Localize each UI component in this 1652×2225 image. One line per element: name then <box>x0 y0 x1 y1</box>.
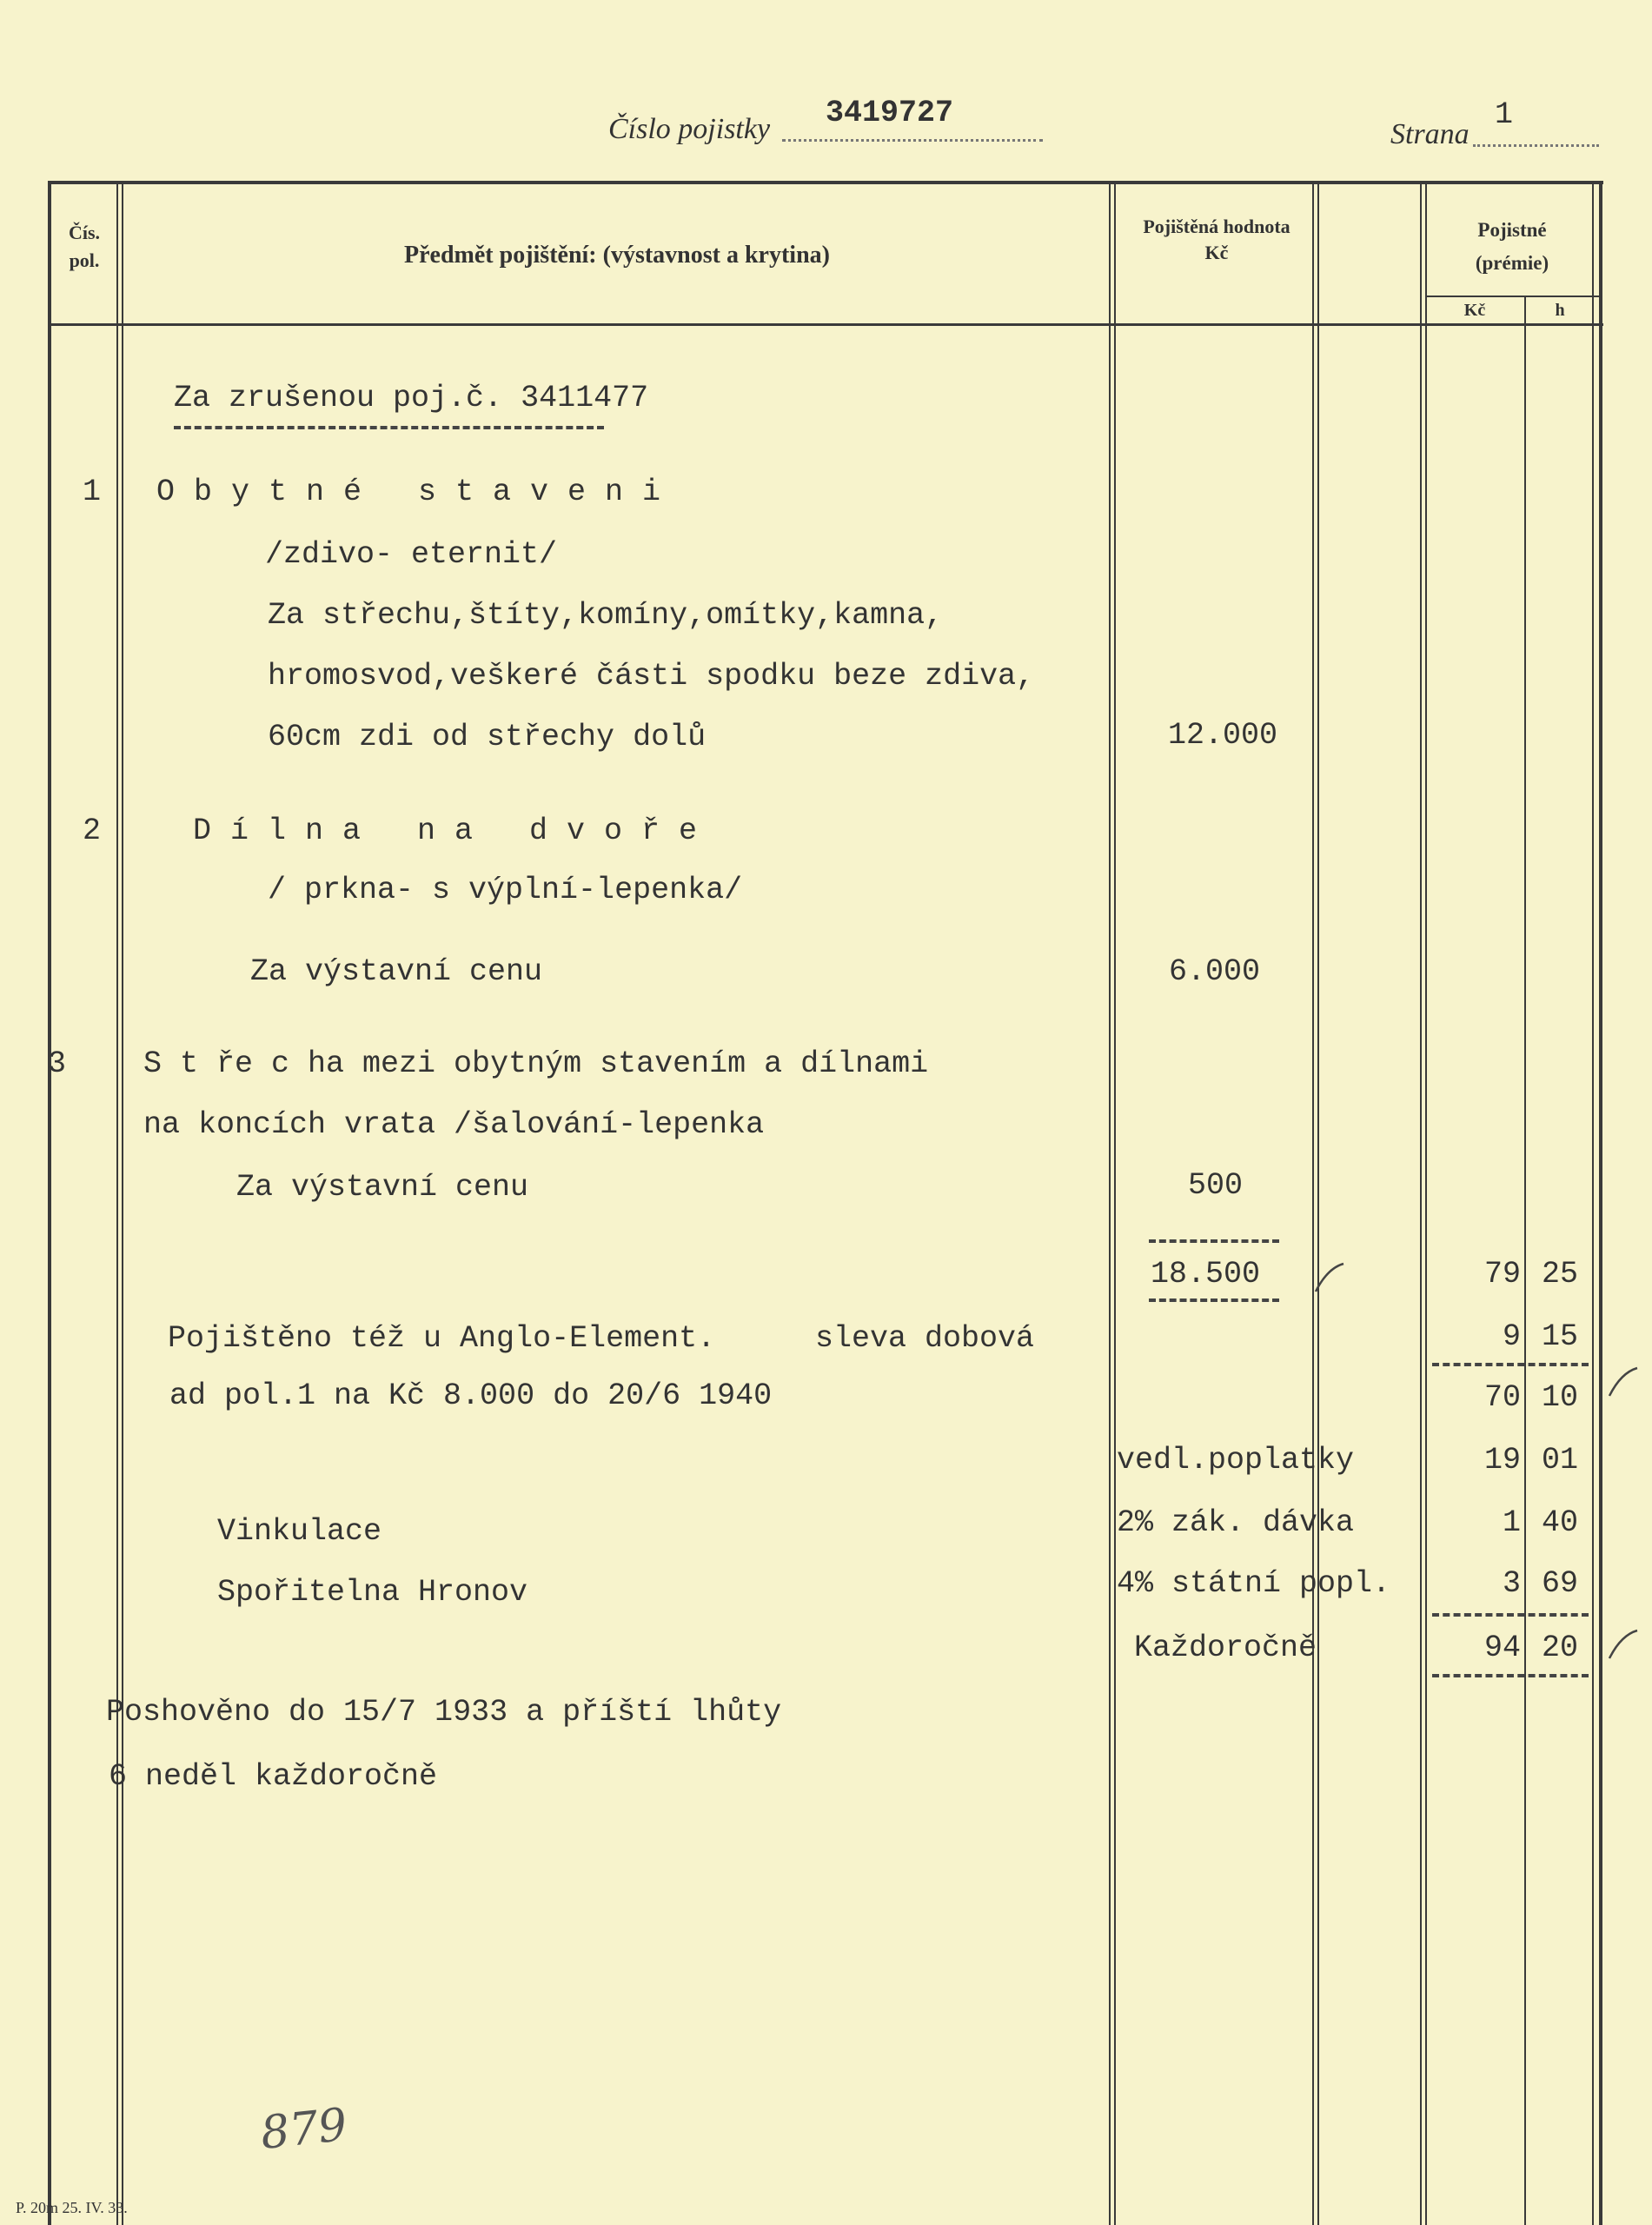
check-mark-icon <box>1312 1260 1347 1295</box>
premium-label: sleva dobová <box>815 1321 1035 1356</box>
premium-kc: 70 <box>1483 1380 1521 1415</box>
right-border-2 <box>1599 181 1602 2225</box>
premium-label: 2% zák. dávka <box>1117 1505 1355 1540</box>
column-header-position: Čís. pol. <box>68 222 101 271</box>
column-header-premium: Pojistné (prémie) <box>1475 219 1549 274</box>
item-number: 1 <box>83 475 102 509</box>
premium-kc: 79 <box>1483 1257 1521 1292</box>
note-bank: Spořitelna Hronov <box>217 1575 528 1610</box>
total-bottom-dash <box>1149 1298 1279 1302</box>
premium-h: 15 <box>1541 1319 1578 1354</box>
premium-label: vedl.poplatky <box>1117 1443 1355 1478</box>
premium-subheader-line <box>1425 296 1599 297</box>
item-number: 3 <box>48 1046 67 1081</box>
pos-column-line-2 <box>122 181 123 2225</box>
mid-column-line-1 <box>1312 181 1314 2225</box>
premium-h: 25 <box>1541 1257 1578 1292</box>
note-also-insured-2: ad pol.1 na Kč 8.000 do 20/6 1940 <box>169 1378 773 1413</box>
premium-kc: 94 <box>1483 1631 1521 1665</box>
premium-h: 69 <box>1541 1566 1578 1601</box>
item-line: hromosvod,veškeré části spodku beze zdiva, <box>268 659 1035 694</box>
mid-column-line-2 <box>1317 181 1319 2225</box>
page-number-dots <box>1473 144 1599 147</box>
item-line: Za střechu,štíty,komíny,omítky,kamna, <box>268 598 944 633</box>
item-value: 500 <box>1187 1168 1243 1203</box>
intro-underline <box>174 426 604 429</box>
note-postponed: Poshověno do 15/7 1933 a příští lhůty <box>106 1695 782 1730</box>
premium-h: 10 <box>1541 1380 1578 1415</box>
total-top-dash <box>1149 1239 1279 1243</box>
left-border <box>48 181 51 2225</box>
policy-number-label: Číslo pojistky <box>608 113 771 145</box>
premium-h: 01 <box>1541 1443 1578 1478</box>
annual-top-dash <box>1432 1613 1589 1617</box>
column-header-subject: Předmět pojištění: (výstavnost a krytina) <box>404 242 830 269</box>
premium-column-line-1 <box>1420 181 1422 2225</box>
subtotal-dash <box>1432 1363 1589 1366</box>
footer-print-code: P. 20m 25. IV. 33. <box>16 2199 128 2216</box>
premium-h: 20 <box>1541 1631 1578 1665</box>
page-number: 1 <box>1495 97 1514 132</box>
check-mark-icon <box>1606 1365 1641 1399</box>
item-value: 12.000 <box>1167 718 1277 753</box>
right-border-1 <box>1592 181 1594 2225</box>
handwritten-note: 879 <box>258 2098 350 2161</box>
note-also-insured: Pojištěno též u Anglo-Element. <box>168 1321 716 1356</box>
annual-bottom-dash <box>1432 1674 1589 1677</box>
policy-number: 3419727 <box>826 96 954 130</box>
premium-kc: 19 <box>1483 1443 1521 1478</box>
item-number: 2 <box>83 814 102 848</box>
premium-kc: 3 <box>1502 1566 1521 1601</box>
item-value: 6.000 <box>1168 954 1260 989</box>
item-line: /zdivo- eternit/ <box>265 537 558 572</box>
item-line: / prkna- s výplní-lepenka/ <box>268 873 743 907</box>
value-column-line-1 <box>1109 181 1111 2225</box>
column-header-kc: Kč <box>1463 301 1486 320</box>
premium-kc: 1 <box>1502 1505 1521 1540</box>
item-title: S t ře c ha mezi obytným stavením a dílnami <box>143 1046 929 1081</box>
item-line: 60cm zdi od střechy dolů <box>268 720 707 754</box>
premium-h: 40 <box>1541 1505 1578 1540</box>
header-bottom-border <box>48 323 1603 326</box>
premium-column-line-2 <box>1425 181 1427 2225</box>
total-value: 18.500 <box>1150 1257 1260 1292</box>
column-header-h: h <box>1555 301 1565 320</box>
premium-label: Každoročně <box>1134 1631 1317 1665</box>
item-line: na koncích vrata /šalování-lepenka <box>143 1107 765 1142</box>
note-vinkulace: Vinkulace <box>217 1514 382 1549</box>
value-column-line-2 <box>1114 181 1116 2225</box>
pos-column-line-1 <box>116 181 118 2225</box>
premium-label: 4% státní popl. <box>1117 1566 1391 1601</box>
item-line: Za výstavní cenu <box>236 1170 529 1205</box>
intro-text: Za zrušenou poj.č. 3411477 <box>174 381 649 415</box>
item-title: Dílna na dvoře <box>193 814 717 848</box>
check-mark-icon <box>1606 1627 1641 1662</box>
item-line: Za výstavní cenu <box>250 954 543 989</box>
column-header-value: Pojištěná hodnota Kč <box>1143 216 1290 263</box>
kc-h-divider <box>1524 296 1526 2225</box>
note-postponed-2: 6 neděl každoročně <box>109 1759 438 1794</box>
page-label: Strana <box>1390 118 1470 150</box>
policy-number-dots <box>782 139 1043 142</box>
premium-kc: 9 <box>1502 1319 1521 1354</box>
item-title: Obytné staveni <box>156 475 680 509</box>
table-top-border <box>48 181 1603 184</box>
